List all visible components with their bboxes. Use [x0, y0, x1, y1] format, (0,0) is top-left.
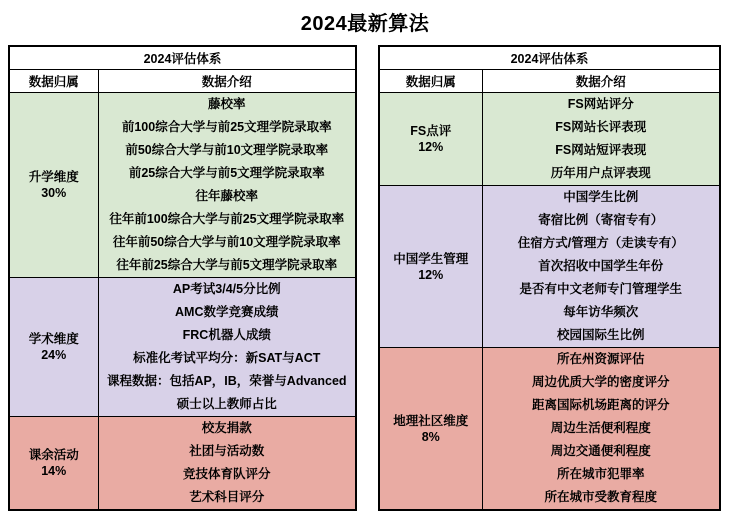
category-cell — [379, 348, 482, 511]
data-item: AP考试3/4/5分比例 — [172, 282, 281, 296]
section-chinese-student-mgmt — [379, 186, 720, 348]
items-cell — [482, 348, 720, 511]
data-item: 周边交通便利程度 — [550, 444, 651, 458]
table-title: 2024评估体系 — [379, 46, 720, 70]
data-item: 周边生活便利程度 — [550, 421, 651, 435]
items-cell — [482, 93, 720, 186]
data-item: 往年前25综合大学与前5文理学院录取率 — [116, 258, 338, 272]
data-item: 是否有中文老师专门管理学生 — [519, 282, 682, 296]
category-pct: 12% — [418, 140, 444, 154]
items-cell — [98, 93, 356, 278]
data-item: FS网站评分 — [567, 97, 634, 111]
data-item: 前50综合大学与前10文理学院录取率 — [125, 143, 329, 157]
data-item: 藤校率 — [207, 97, 246, 111]
col-header-attribution: 数据归属 — [9, 70, 98, 93]
evaluation-table-left — [8, 45, 357, 511]
table-title-row — [9, 46, 356, 70]
items-cell — [98, 278, 356, 417]
col-header-description: 数据介绍 — [482, 70, 720, 93]
data-item: 中国学生比例 — [563, 190, 639, 204]
data-item: 所在州资源评估 — [556, 352, 645, 366]
data-item: 首次招收中国学生年份 — [538, 259, 664, 273]
category-name: 升学维度 — [28, 170, 79, 184]
data-item: 标准化考试平均分：新SAT与ACT — [133, 351, 321, 365]
category-cell — [9, 417, 98, 511]
category-name: FS点评 — [410, 124, 452, 138]
data-item: 周边优质大学的密度评分 — [531, 375, 670, 389]
category-name: 课余活动 — [28, 448, 79, 462]
category-cell — [379, 93, 482, 186]
page-title: 2024最新算法 — [300, 13, 430, 35]
data-item: 校友捐款 — [201, 421, 252, 435]
data-item: 所在城市受教育程度 — [544, 490, 657, 504]
section-extracurricular — [9, 417, 356, 511]
items-cell — [482, 186, 720, 348]
category-pct: 12% — [418, 267, 444, 282]
data-item: FS网站长评表现 — [555, 120, 647, 134]
data-item: 所在城市犯罪率 — [556, 467, 645, 481]
data-item: 前100综合大学与前25文理学院录取率 — [121, 120, 332, 134]
data-item: 历年用户点评表现 — [550, 166, 651, 180]
data-item: 社团与活动数 — [189, 444, 265, 458]
col-header-attribution: 数据归属 — [379, 70, 482, 93]
data-item: 校园国际生比例 — [556, 328, 645, 342]
category-name: 中国学生管理 — [393, 251, 469, 266]
data-item: 硕士以上教师占比 — [176, 397, 277, 411]
data-item: FRC机器人成绩 — [182, 328, 271, 342]
items-cell — [98, 417, 356, 511]
data-item: 前25综合大学与前5文理学院录取率 — [128, 166, 325, 180]
category-name: 学术维度 — [28, 332, 79, 346]
data-item: 课程数据：包括AP，IB，荣誉与Advanced — [106, 374, 347, 388]
category-pct: 24% — [41, 348, 67, 362]
data-item: 竞技体育队评分 — [182, 467, 271, 481]
data-item: 住宿方式/管理方（走读专有） — [517, 236, 684, 250]
col-header-description: 数据介绍 — [98, 70, 356, 93]
column-header-row — [379, 70, 720, 93]
category-name: 地理社区维度 — [393, 413, 469, 428]
data-item: FS网站短评表现 — [555, 143, 647, 157]
category-cell — [9, 93, 98, 278]
table-title: 2024评估体系 — [9, 46, 356, 70]
category-pct: 30% — [41, 186, 67, 200]
category-cell — [379, 186, 482, 348]
data-item: 寄宿比例（寄宿专有） — [538, 213, 664, 227]
section-admissions — [9, 93, 356, 278]
data-item: 往年藤校率 — [195, 189, 258, 203]
data-item: 每年访华频次 — [563, 305, 639, 319]
evaluation-table-right — [378, 45, 721, 511]
category-cell — [9, 278, 98, 417]
table-title-row — [379, 46, 720, 70]
data-item: 距离国际机场距离的评分 — [531, 398, 670, 412]
section-geo-community — [379, 348, 720, 511]
data-item: 艺术科目评分 — [189, 490, 265, 504]
data-item: 往年前50综合大学与前10文理学院录取率 — [112, 235, 341, 249]
category-pct: 8% — [421, 429, 440, 444]
data-item: AMC数学竞赛成绩 — [175, 305, 279, 319]
data-item: 往年前100综合大学与前25文理学院录取率 — [109, 212, 345, 226]
column-header-row — [9, 70, 356, 93]
section-academics — [9, 278, 356, 417]
section-fs-reviews — [379, 93, 720, 186]
category-pct: 14% — [41, 464, 67, 478]
